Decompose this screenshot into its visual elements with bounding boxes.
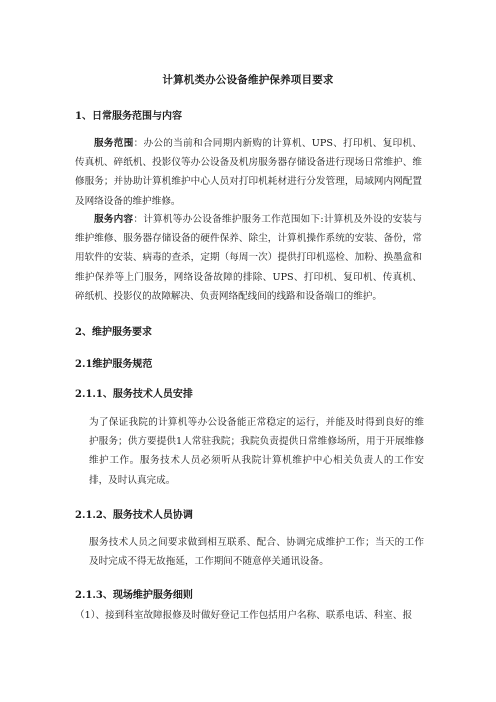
service-scope-text: ：办公的当前和合同期内新购的计算机、UPS、打印机、复印机、传真机、碎纸机、投影仪等办公设备及机房服务器存储设备进行现场日常维护、维修服务；并协助计算机维护中心人员对打印机耗材进行分发管理，局域网内网配置及网络设备的维护维修。	[75, 138, 422, 207]
subsection-2-1-heading: 2.1维护服务规范	[75, 359, 153, 370]
service-scope-paragraph	[75, 134, 422, 211]
service-content-text: ：计算机等办公设备维护服务工作范围如下:计算机及外设的安装与维护维修、服务器存储设备的硬件保养、除尘，计算机操作系统的安装、备份，常用软件的安装、病毒的查杀，定期（每周一次）提供打印机巡检、加粉、换墨盒和维护保养等上门服务，网络设备故障的排除、UPS、打印机、复印机、传真机、碎纸机、投影仪的故障解决、负责网络配线间的线路和设备端口的维护。	[75, 214, 423, 302]
staff-arrangement-paragraph: 为了保证我院的计算机等办公设备能正常稳定的运行，并能及时得到良好的维护服务；供方要提供1人常驻我院；我院负责提供日常维修场所，用于开展维修维护工作。服务技术人员必须听从我院计算机维护中心相关负责人的工作安排，及时认真完成。	[89, 417, 424, 486]
service-content-lead: 服务内容	[94, 214, 134, 225]
section-1-heading: 1、日常服务范围与内容	[75, 111, 182, 122]
section-2-heading: 2、维护服务要求	[75, 327, 152, 338]
subsection-2-1-3-heading: 2.1.3、现场维护服务细则	[75, 590, 193, 601]
onsite-rule-item-1: （1）、接到科室故障报修及时做好登记工作包括用户名称、联系电话、科室、报	[75, 610, 413, 621]
subsection-2-1-2-heading: 2.1.2、服务技术人员协调	[75, 510, 193, 521]
subsection-2-1-1-heading: 2.1.1、服务技术人员安排	[75, 389, 193, 400]
service-scope-lead: 服务范围	[94, 138, 134, 149]
document-title: 计算机类办公设备维护保养项目要求	[162, 74, 334, 86]
staff-coordination-paragraph: 服务技术人员之间要求做到相互联系、配合、协调完成维护工作；当天的工作及时完成不得无故拖延，工作期间不随意停关通讯设备。	[89, 537, 424, 568]
service-content-paragraph	[75, 210, 422, 306]
